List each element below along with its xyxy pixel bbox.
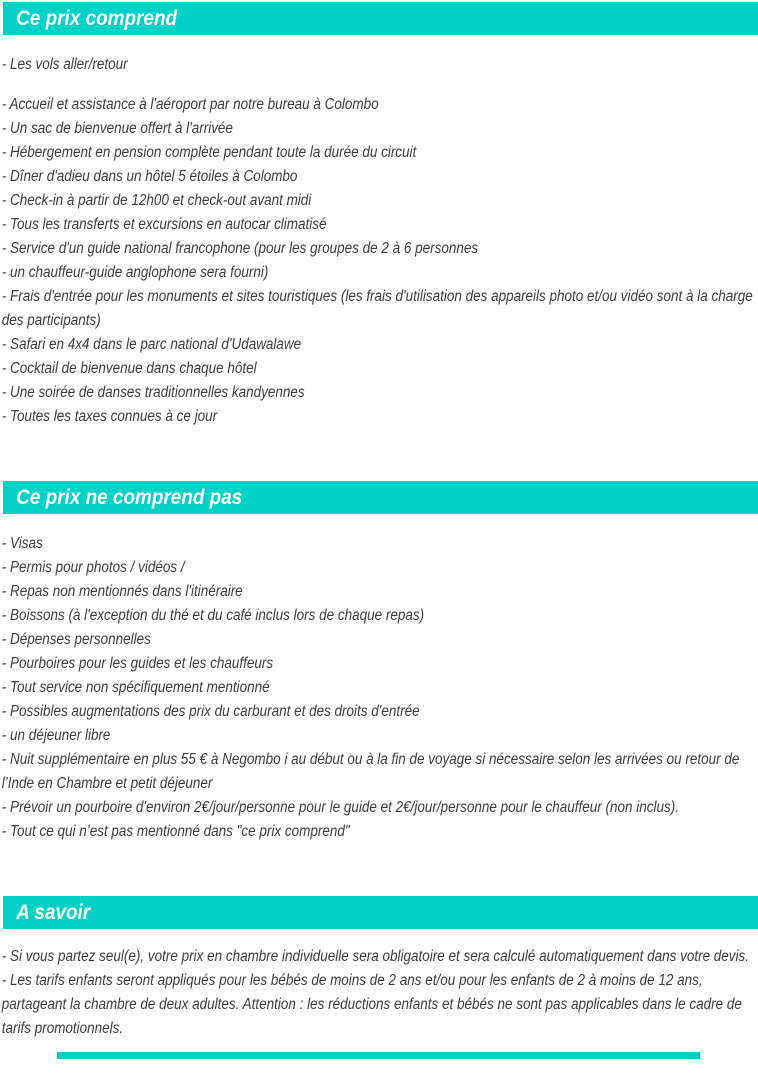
list-item: - Les vols aller/retour [1,56,128,73]
list-item: - Permis pour photos / vidéos / [1,559,185,576]
section-title-not-included: Ce prix ne comprend pas [16,485,243,509]
section-title-to-know: A savoir [16,900,91,924]
list-item: - Pourboires pour les guides et les chauffeurs [1,655,274,672]
list-item: - Service d'un guide national francophone (pour les groupes de 2 à 6 personnes [1,240,479,257]
list-item: - Tous les transferts et excursions en autocar climatisé [1,216,327,233]
list-item: - Tout ce qui n’est pas mentionné dans "ce prix comprend" [1,823,350,840]
list-item: - Dîner d'adieu dans un hôtel 5 étoiles à Colombo [1,168,298,185]
list-item: - Prévoir un pourboire d'environ 2€/jour/personne pour le guide et 2€/jour/personne pour le chauffeur (non inclus). [1,799,679,816]
section-header-included [3,2,758,35]
list-item: - Accueil et assistance à l'aéroport par notre bureau à Colombo [1,96,379,113]
list-item: - Check-in à partir de 12h00 et check-out avant midi [1,192,312,209]
partial-next-section-bar [57,1052,700,1059]
list-item: - Safari en 4x4 dans le parc national d'Udawalawe [1,336,302,353]
list-item: - Un sac de bienvenue offert à l'arrivée [1,120,233,137]
section-title-included: Ce prix comprend [16,6,178,30]
list-item: - Nuit supplémentaire en plus 55 € à Negombo i au début ou à la fin de voyage si nécessaire selon les arrivées ou retour de l’Inde en Chambre et petit déjeuner [1,751,740,792]
list-item: - Repas non mentionnés dans l'itinéraire [1,583,243,600]
included-list [0,53,758,429]
list-item: - Les tarifs enfants seront appliqués pour les bébés de moins de 2 ans et/ou pour les enfants de 2 à moins de 12 ans, partageant la chambre de deux adultes. Attention : les réductions enfants et bébés ne sont pas applicables dans le cadre de tarifs promotionnels. [1,972,742,1037]
list-item: - un chauffeur-guide anglophone sera fourni) [1,264,269,281]
list-item: - Dépenses personnelles [1,631,151,648]
list-item: - Si vous partez seul(e), votre prix en chambre individuelle sera obligatoire et sera calculé automatiquement dans votre devis. [1,948,750,965]
list-item: - Boissons (à l'exception du thé et du café inclus lors de chaque repas) [1,607,425,624]
list-item: - Visas [1,535,43,552]
list-item: - Cocktail de bienvenue dans chaque hôtel [1,360,257,377]
list-item: - un déjeuner libre [1,727,111,744]
to-know-list [0,945,758,1041]
not-included-list [0,532,758,844]
list-item: - Hébergement en pension complète pendant toute la durée du circuit [1,144,417,161]
list-item: - Toutes les taxes connues à ce jour [1,408,218,425]
section-header-not-included [3,481,758,514]
list-item: - Possibles augmentations des prix du carburant et des droits d'entrée [1,703,420,720]
section-header-to-know [3,896,758,929]
blank-line [2,77,758,93]
list-item: - Une soirée de danses traditionnelles kandyennes [1,384,305,401]
list-item: - Tout service non spécifiquement mentionné [1,679,270,696]
list-item: - Frais d'entrée pour les monuments et sites touristiques (les frais d'utilisation des appareils photo et/ou vidéo sont à la charge des participants) [1,288,753,329]
